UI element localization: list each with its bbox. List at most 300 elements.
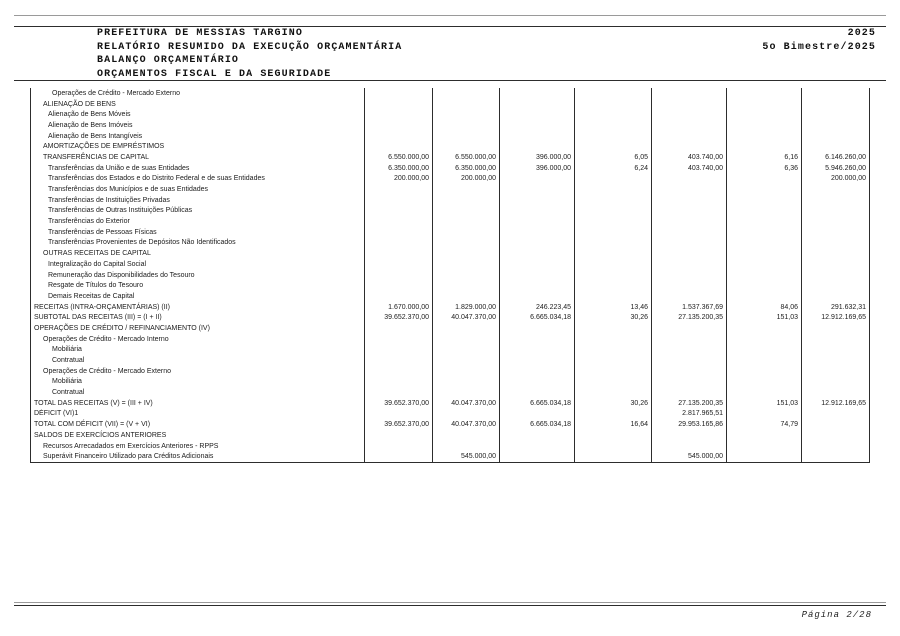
row-label: Recursos Arrecadados em Exercícios Anteriores - RPPS — [30, 441, 365, 452]
divider-footer-dark — [14, 605, 886, 606]
row-value-col3 — [500, 174, 575, 185]
row-value-col5 — [652, 345, 727, 356]
row-value-col1 — [365, 430, 433, 441]
row-label: Operações de Crédito - Mercado Interno — [30, 334, 365, 345]
row-value-col2 — [433, 99, 500, 110]
row-value-col7: 12.912.169,65 — [802, 312, 870, 323]
row-value-col3 — [500, 334, 575, 345]
row-value-col3 — [500, 195, 575, 206]
row-value-col1 — [365, 141, 433, 152]
row-label: Contratual — [30, 387, 365, 398]
row-value-col1 — [365, 451, 433, 462]
row-value-col6 — [727, 141, 802, 152]
row-value-col1 — [365, 238, 433, 249]
row-value-col3 — [500, 248, 575, 259]
row-value-col7 — [802, 345, 870, 356]
row-value-col1 — [365, 248, 433, 259]
row-label: Transferências Provenientes de Depósitos Não Identificados — [30, 238, 365, 249]
row-value-col1 — [365, 120, 433, 131]
row-value-col1: 6.350.000,00 — [365, 163, 433, 174]
row-value-col6 — [727, 216, 802, 227]
row-value-col4 — [575, 270, 652, 281]
table-row — [30, 184, 870, 195]
row-value-col3 — [500, 141, 575, 152]
row-label: Demais Receitas de Capital — [30, 291, 365, 302]
row-value-col2 — [433, 206, 500, 217]
row-value-col1: 39.652.370,00 — [365, 419, 433, 430]
table-row — [30, 280, 870, 291]
row-value-col1 — [365, 377, 433, 388]
table-row — [30, 398, 870, 409]
row-value-col5: 403.740,00 — [652, 152, 727, 163]
row-value-col7 — [802, 141, 870, 152]
row-value-col7 — [802, 88, 870, 99]
row-value-col4 — [575, 206, 652, 217]
row-value-col2: 40.047.370,00 — [433, 419, 500, 430]
row-value-col3: 246.223,45 — [500, 302, 575, 313]
row-value-col6: 151,03 — [727, 398, 802, 409]
row-value-col3 — [500, 280, 575, 291]
row-value-col7 — [802, 184, 870, 195]
row-value-col5: 403.740,00 — [652, 163, 727, 174]
row-value-col2: 545.000,00 — [433, 451, 500, 462]
row-value-col6 — [727, 184, 802, 195]
row-value-col3 — [500, 451, 575, 462]
row-value-col7 — [802, 430, 870, 441]
row-value-col1 — [365, 441, 433, 452]
row-value-col2 — [433, 109, 500, 120]
row-value-col4 — [575, 430, 652, 441]
row-value-col7 — [802, 195, 870, 206]
row-value-col4 — [575, 184, 652, 195]
row-value-col2 — [433, 441, 500, 452]
table-row — [30, 387, 870, 398]
row-value-col5 — [652, 227, 727, 238]
table-row — [30, 206, 870, 217]
report-scope: ORÇAMENTOS FISCAL E DA SEGURIDADE — [97, 68, 332, 80]
row-value-col2 — [433, 409, 500, 420]
table-row — [30, 163, 870, 174]
row-value-col1 — [365, 227, 433, 238]
row-value-col2: 40.047.370,00 — [433, 398, 500, 409]
row-value-col1 — [365, 355, 433, 366]
row-value-col3 — [500, 409, 575, 420]
row-value-col6 — [727, 323, 802, 334]
row-value-col4: 13,46 — [575, 302, 652, 313]
row-value-col5 — [652, 366, 727, 377]
row-value-col6 — [727, 387, 802, 398]
row-value-col2 — [433, 291, 500, 302]
row-value-col5 — [652, 120, 727, 131]
row-label: TRANSFERÊNCIAS DE CAPITAL — [30, 152, 365, 163]
table-row — [30, 248, 870, 259]
row-value-col3: 6.665.034,18 — [500, 398, 575, 409]
row-value-col5 — [652, 259, 727, 270]
row-value-col2 — [433, 366, 500, 377]
table-row — [30, 355, 870, 366]
table-row — [30, 195, 870, 206]
row-value-col1: 39.652.370,00 — [365, 312, 433, 323]
row-value-col1: 6.550.000,00 — [365, 152, 433, 163]
row-value-col5: 27.135.200,35 — [652, 398, 727, 409]
row-value-col3: 396.000,00 — [500, 152, 575, 163]
row-value-col1 — [365, 291, 433, 302]
row-value-col4: 30,26 — [575, 398, 652, 409]
row-value-col2 — [433, 238, 500, 249]
row-value-col1: 39.652.370,00 — [365, 398, 433, 409]
row-label: Transferências dos Municípios e de suas Entidades — [30, 184, 365, 195]
row-label: OUTRAS RECEITAS DE CAPITAL — [30, 248, 365, 259]
table-row — [30, 99, 870, 110]
row-value-col5 — [652, 109, 727, 120]
row-value-col4 — [575, 216, 652, 227]
table-row — [30, 259, 870, 270]
row-value-col4 — [575, 366, 652, 377]
row-value-col5 — [652, 206, 727, 217]
row-value-col6 — [727, 451, 802, 462]
row-value-col1 — [365, 184, 433, 195]
row-value-col3 — [500, 270, 575, 281]
row-label: Alienação de Bens Intangíveis — [30, 131, 365, 142]
row-value-col4 — [575, 227, 652, 238]
row-value-col2 — [433, 88, 500, 99]
row-value-col1 — [365, 387, 433, 398]
row-label: Resgate de Títulos do Tesouro — [30, 280, 365, 291]
divider-top-gray — [14, 15, 886, 16]
row-value-col5 — [652, 387, 727, 398]
row-value-col4 — [575, 291, 652, 302]
row-value-col5 — [652, 441, 727, 452]
table-row — [30, 451, 870, 462]
row-value-col7: 5.946.260,00 — [802, 163, 870, 174]
report-title: RELATÓRIO RESUMIDO DA EXECUÇÃO ORÇAMENTÁRIA — [97, 41, 403, 53]
row-label: TOTAL COM DÉFICIT (VII) = (V + VI) — [30, 419, 365, 430]
row-value-col4 — [575, 451, 652, 462]
row-value-col4 — [575, 109, 652, 120]
row-value-col6 — [727, 280, 802, 291]
row-value-col7: 6.146.260,00 — [802, 152, 870, 163]
row-value-col6 — [727, 248, 802, 259]
page-number: Página 2/28 — [801, 610, 872, 620]
row-value-col4 — [575, 131, 652, 142]
row-value-col7 — [802, 291, 870, 302]
table-row — [30, 120, 870, 131]
row-value-col5 — [652, 184, 727, 195]
row-value-col2 — [433, 216, 500, 227]
row-label: Transferências de Instituições Privadas — [30, 195, 365, 206]
row-value-col7 — [802, 387, 870, 398]
row-value-col3 — [500, 227, 575, 238]
row-value-col6 — [727, 291, 802, 302]
table-row — [30, 291, 870, 302]
row-value-col2 — [433, 345, 500, 356]
row-value-col6 — [727, 355, 802, 366]
row-value-col2 — [433, 248, 500, 259]
row-value-col2 — [433, 377, 500, 388]
row-value-col2: 40.047.370,00 — [433, 312, 500, 323]
row-value-col2 — [433, 184, 500, 195]
row-label: OPERAÇÕES DE CRÉDITO / REFINANCIAMENTO (IV) — [30, 323, 365, 334]
row-value-col3 — [500, 387, 575, 398]
row-value-col4 — [575, 345, 652, 356]
row-value-col3 — [500, 345, 575, 356]
row-value-col5 — [652, 334, 727, 345]
row-value-col3: 6.665.034,18 — [500, 312, 575, 323]
row-value-col4 — [575, 248, 652, 259]
row-value-col5 — [652, 238, 727, 249]
row-value-col6 — [727, 430, 802, 441]
row-value-col1 — [365, 280, 433, 291]
org-name: PREFEITURA DE MESSIAS TARGINO — [97, 28, 303, 39]
row-value-col7 — [802, 355, 870, 366]
row-label: DÉFICIT (VI)1 — [30, 409, 365, 420]
row-value-col3: 6.665.034,18 — [500, 419, 575, 430]
row-value-col7 — [802, 206, 870, 217]
row-value-col1 — [365, 195, 433, 206]
row-value-col5 — [652, 355, 727, 366]
row-value-col3 — [500, 430, 575, 441]
row-value-col7 — [802, 248, 870, 259]
row-value-col4 — [575, 377, 652, 388]
row-value-col5: 27.135.200,35 — [652, 312, 727, 323]
row-value-col3 — [500, 366, 575, 377]
row-value-col4 — [575, 99, 652, 110]
row-label: AMORTIZAÇÕES DE EMPRÉSTIMOS — [30, 141, 365, 152]
row-label: Integralização do Capital Social — [30, 259, 365, 270]
row-label: RECEITAS (INTRA-ORÇAMENTÁRIAS) (II) — [30, 302, 365, 313]
row-value-col6 — [727, 345, 802, 356]
row-value-col1 — [365, 131, 433, 142]
row-value-col1 — [365, 366, 433, 377]
row-value-col6 — [727, 409, 802, 420]
row-value-col4 — [575, 387, 652, 398]
divider-header-bottom — [14, 80, 886, 81]
table-row — [30, 238, 870, 249]
row-value-col5: 2.817.965,51 — [652, 409, 727, 420]
row-value-col3 — [500, 131, 575, 142]
row-label: Remuneração das Disponibilidades do Tesouro — [30, 270, 365, 281]
table-row — [30, 174, 870, 185]
row-value-col4: 30,26 — [575, 312, 652, 323]
row-value-col7 — [802, 131, 870, 142]
row-value-col2 — [433, 195, 500, 206]
row-label: Transferências da União e de suas Entidades — [30, 163, 365, 174]
row-label: Alienação de Bens Imóveis — [30, 120, 365, 131]
row-value-col3 — [500, 259, 575, 270]
table-row — [30, 270, 870, 281]
row-value-col7 — [802, 441, 870, 452]
row-value-col4 — [575, 280, 652, 291]
row-value-col6: 6,36 — [727, 163, 802, 174]
row-value-col4 — [575, 88, 652, 99]
table-row — [30, 366, 870, 377]
row-value-col2 — [433, 270, 500, 281]
row-value-col7 — [802, 451, 870, 462]
row-label: Mobiliária — [30, 345, 365, 356]
row-value-col6 — [727, 195, 802, 206]
row-value-col5: 1.537.367,69 — [652, 302, 727, 313]
row-value-col5 — [652, 377, 727, 388]
table-row — [30, 302, 870, 313]
row-value-col1 — [365, 334, 433, 345]
row-value-col4 — [575, 141, 652, 152]
row-value-col2 — [433, 131, 500, 142]
table-row — [30, 141, 870, 152]
table-row — [30, 377, 870, 388]
row-value-col2 — [433, 120, 500, 131]
row-value-col5 — [652, 141, 727, 152]
row-value-col5 — [652, 174, 727, 185]
row-value-col2: 6.550.000,00 — [433, 152, 500, 163]
table-row — [30, 88, 870, 99]
row-value-col3 — [500, 109, 575, 120]
table-row — [30, 216, 870, 227]
row-value-col1: 1.670.000,00 — [365, 302, 433, 313]
row-value-col7: 12.912.169,65 — [802, 398, 870, 409]
table-row — [30, 109, 870, 120]
row-value-col6 — [727, 259, 802, 270]
row-value-col3 — [500, 441, 575, 452]
row-label: Transferências de Pessoas Físicas — [30, 227, 365, 238]
row-value-col7 — [802, 109, 870, 120]
row-value-col2 — [433, 323, 500, 334]
row-value-col5 — [652, 323, 727, 334]
row-value-col4 — [575, 259, 652, 270]
row-value-col2 — [433, 334, 500, 345]
row-label: TOTAL DAS RECEITAS (V) = (III + IV) — [30, 398, 365, 409]
table-row — [30, 131, 870, 142]
row-value-col6: 74,79 — [727, 419, 802, 430]
table-row — [30, 419, 870, 430]
table-row — [30, 334, 870, 345]
row-value-col5 — [652, 195, 727, 206]
row-value-col7 — [802, 227, 870, 238]
table-row — [30, 152, 870, 163]
row-value-col6 — [727, 206, 802, 217]
row-value-col4: 6,05 — [575, 152, 652, 163]
row-value-col1 — [365, 259, 433, 270]
divider-footer-gray — [14, 602, 886, 603]
row-value-col6 — [727, 120, 802, 131]
row-value-col5 — [652, 248, 727, 259]
row-value-col3 — [500, 88, 575, 99]
row-value-col5 — [652, 216, 727, 227]
row-value-col6 — [727, 131, 802, 142]
row-value-col3 — [500, 120, 575, 131]
row-value-col4 — [575, 441, 652, 452]
row-value-col7 — [802, 366, 870, 377]
row-value-col4 — [575, 409, 652, 420]
row-value-col1: 200.000,00 — [365, 174, 433, 185]
row-value-col6 — [727, 109, 802, 120]
row-label: ALIENAÇÃO DE BENS — [30, 99, 365, 110]
row-value-col7 — [802, 238, 870, 249]
row-value-col6 — [727, 270, 802, 281]
row-value-col6 — [727, 227, 802, 238]
row-value-col3 — [500, 238, 575, 249]
row-value-col7 — [802, 216, 870, 227]
row-value-col7 — [802, 120, 870, 131]
table-row — [30, 430, 870, 441]
row-value-col3 — [500, 184, 575, 195]
row-value-col5 — [652, 280, 727, 291]
row-value-col2: 6.350.000,00 — [433, 163, 500, 174]
row-label: SUBTOTAL DAS RECEITAS (III) = (I + II) — [30, 312, 365, 323]
row-value-col2 — [433, 387, 500, 398]
row-value-col5 — [652, 291, 727, 302]
row-label: Superávit Financeiro Utilizado para Créditos Adicionais — [30, 451, 365, 462]
row-value-col1 — [365, 88, 433, 99]
row-value-col7 — [802, 409, 870, 420]
row-value-col7: 200.000,00 — [802, 174, 870, 185]
row-value-col7 — [802, 419, 870, 430]
row-value-col4 — [575, 174, 652, 185]
row-value-col3: 396.000,00 — [500, 163, 575, 174]
row-label: Transferências do Exterior — [30, 216, 365, 227]
row-value-col2 — [433, 259, 500, 270]
row-value-col3 — [500, 323, 575, 334]
row-value-col1 — [365, 206, 433, 217]
row-value-col3 — [500, 99, 575, 110]
row-value-col6: 6,16 — [727, 152, 802, 163]
row-value-col2: 1.829.000,00 — [433, 302, 500, 313]
row-value-col1 — [365, 216, 433, 227]
row-value-col1 — [365, 323, 433, 334]
row-label: Transferências dos Estados e do Distrito Federal e de suas Entidades — [30, 174, 365, 185]
row-value-col6 — [727, 366, 802, 377]
row-value-col6 — [727, 99, 802, 110]
row-value-col3 — [500, 206, 575, 217]
row-value-col5 — [652, 131, 727, 142]
table-row — [30, 409, 870, 420]
table-row — [30, 227, 870, 238]
row-value-col1 — [365, 345, 433, 356]
row-value-col6 — [727, 441, 802, 452]
row-value-col6: 84,06 — [727, 302, 802, 313]
row-value-col4: 6,24 — [575, 163, 652, 174]
row-value-col7 — [802, 99, 870, 110]
row-value-col7: 291.632,31 — [802, 302, 870, 313]
table-row — [30, 323, 870, 334]
year-label: 2025 — [847, 28, 876, 39]
row-value-col1 — [365, 409, 433, 420]
row-label: Mobiliária — [30, 377, 365, 388]
row-label: Contratual — [30, 355, 365, 366]
row-value-col4 — [575, 238, 652, 249]
row-value-col2 — [433, 227, 500, 238]
row-value-col4: 16,64 — [575, 419, 652, 430]
report-subtitle: BALANÇO ORÇAMENTÁRIO — [97, 55, 240, 66]
row-value-col2: 200.000,00 — [433, 174, 500, 185]
row-label: Operações de Crédito - Mercado Externo — [30, 366, 365, 377]
row-value-col7 — [802, 259, 870, 270]
row-value-col6 — [727, 238, 802, 249]
row-value-col2 — [433, 430, 500, 441]
divider-top-dark — [14, 26, 886, 27]
row-value-col5: 29.953.165,86 — [652, 419, 727, 430]
row-value-col1 — [365, 99, 433, 110]
period-label: 5o Bimestre/2025 — [762, 41, 876, 53]
row-value-col5 — [652, 88, 727, 99]
row-value-col2 — [433, 141, 500, 152]
row-value-col5: 545.000,00 — [652, 451, 727, 462]
row-value-col1 — [365, 109, 433, 120]
row-value-col6: 151,03 — [727, 312, 802, 323]
row-value-col7 — [802, 323, 870, 334]
row-value-col4 — [575, 195, 652, 206]
row-value-col1 — [365, 270, 433, 281]
row-value-col3 — [500, 216, 575, 227]
